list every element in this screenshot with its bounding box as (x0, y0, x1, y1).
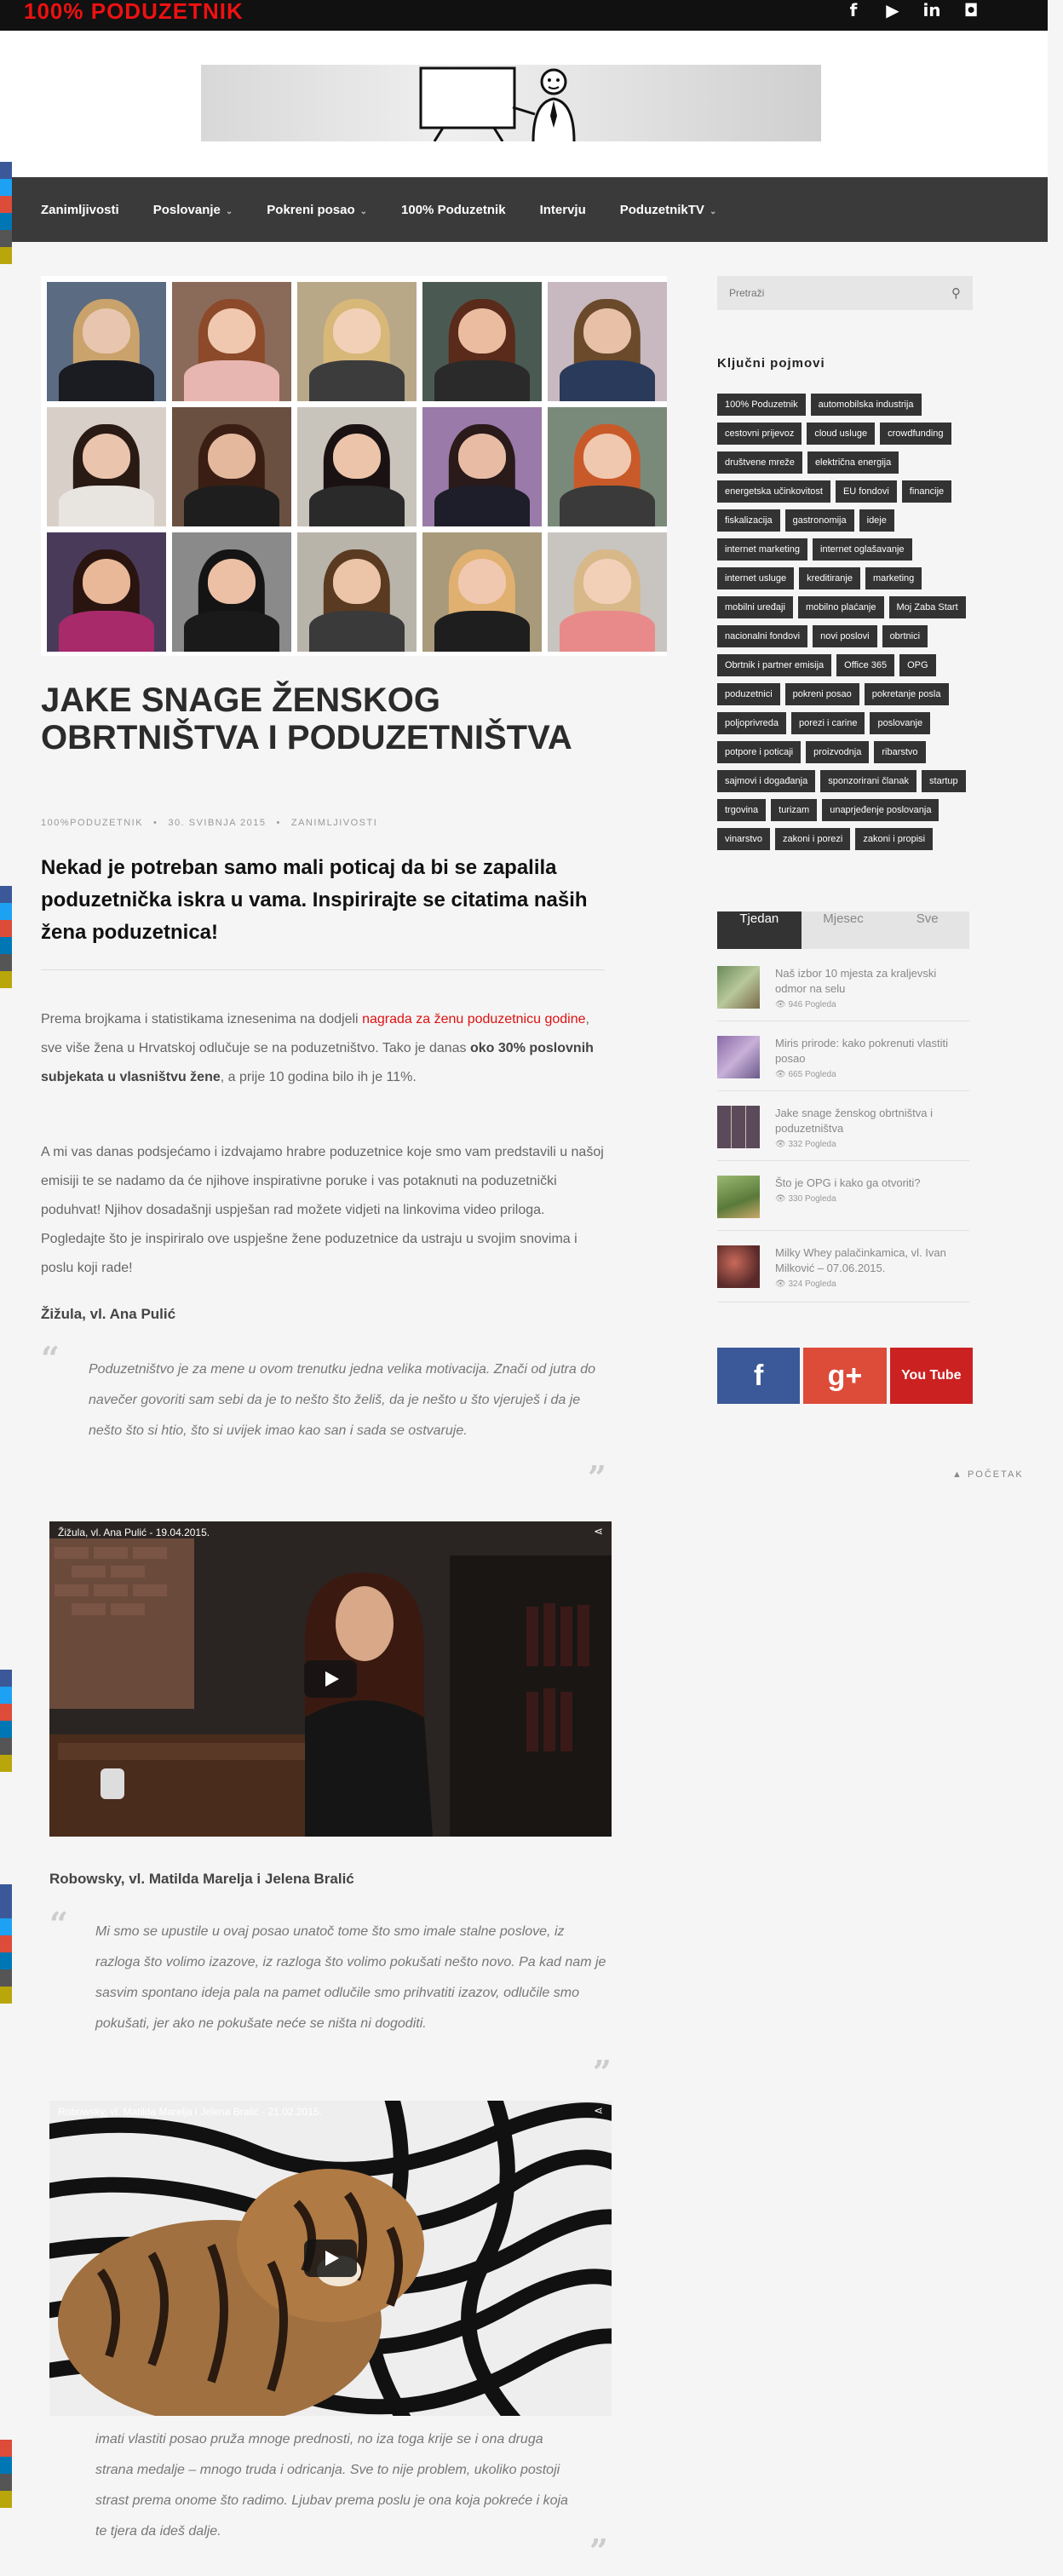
quote-close-icon: ” (589, 2532, 608, 2570)
share-strip-mid[interactable] (0, 886, 12, 988)
popular-post[interactable] (717, 1176, 973, 1227)
arrow-up-icon: ▲ (952, 1469, 968, 1480)
portrait-photo (548, 532, 667, 652)
tag-link[interactable]: sponzorirani članak (820, 770, 916, 792)
tag-link[interactable]: financije (902, 480, 951, 503)
tag-link[interactable]: internet usluge (717, 567, 794, 589)
tag-link[interactable]: mobilni uređaji (717, 596, 793, 618)
social-follow (717, 1348, 973, 1404)
tag-link[interactable]: zakoni i porezi (775, 828, 850, 850)
tag-link[interactable]: cloud usluge (807, 423, 875, 445)
chevron-down-icon: ⌄ (709, 206, 717, 216)
divider (717, 1160, 969, 1161)
portrait-photo (297, 282, 417, 401)
tag-link[interactable]: marketing (865, 567, 922, 589)
popular-post[interactable] (717, 966, 973, 1017)
tags-heading: Ključni pojmovi (717, 356, 825, 371)
post-title[interactable]: Jake snage ženskog obrtništva i poduzetništva (775, 1107, 933, 1135)
tag-link[interactable]: mobilno plaćanje (798, 596, 884, 618)
post-views: 👁 330 Pogleda (775, 1194, 836, 1204)
search-icon[interactable]: ⚲ (951, 285, 961, 301)
blockquote: Poduzetništvo je za mene u ovom trenutku jedna velika motivacija. Znači od jutra do navečer govoriti sam sebi da je to nešto što želiš, da je nešto u što vjeruješ i da je nešto što si htio, što si uvijek imao kao san i sada se ostvaruje. (89, 1362, 595, 1438)
tag-link[interactable]: poslovanje (870, 712, 930, 734)
portrait-photo (422, 282, 542, 401)
tag-link[interactable]: porezi i carine (791, 712, 865, 734)
tag-link[interactable]: zakoni i propisi (855, 828, 933, 850)
article-author[interactable]: 100%PODUZETNIK (41, 818, 144, 828)
tag-link[interactable]: potpore i poticaji (717, 741, 801, 763)
eye-icon: 👁 (775, 1070, 789, 1079)
post-views: 👁 324 Pogleda (775, 1279, 836, 1289)
tag-link[interactable]: društvene mreže (717, 451, 802, 474)
nav-item-intervju[interactable]: Intervju (539, 202, 586, 217)
tag-link[interactable]: pokreni posao (785, 683, 859, 705)
site-brand[interactable]: 100% PODUZETNIK (24, 0, 244, 24)
google-plus-icon[interactable]: g+ (803, 1348, 886, 1404)
quote-open-icon: “ (41, 1339, 60, 1377)
video-player[interactable] (49, 2101, 612, 2416)
article-date: 30. SVIBNJA 2015 (168, 818, 267, 828)
tag-link[interactable]: poduzetnici (717, 683, 780, 705)
post-title[interactable]: Milky Whey palačinkamica, vl. Ivan Milković – 07.06.2015. (775, 1246, 946, 1274)
portrait-photo (47, 282, 166, 401)
top-bar (0, 0, 1048, 31)
chevron-down-icon: ⌄ (359, 206, 368, 216)
tag-link[interactable]: nacionalni fondovi (717, 625, 807, 647)
video-player[interactable] (49, 1521, 612, 1837)
tab-tjedan[interactable]: Tjedan (717, 911, 802, 949)
post-title[interactable]: Miris prirode: kako pokrenuti vlastiti posao (775, 1037, 949, 1065)
linkedin-icon[interactable]: in (922, 0, 941, 20)
video-title[interactable]: Robowsky, vl. Matilda Marelja i Jelena Bralić - 21.02.2015. (58, 2106, 322, 2118)
search-box (717, 276, 973, 310)
back-to-top[interactable]: ▲ POČETAK (952, 1469, 1024, 1480)
blockquote: Mi smo se upustile u ovaj posao unatoč tome što smo imale stalne poslove, iz razloga što volimo izazove, iz razloga što volimo pokušati nešto novo. Pa kad nam je sasvim spontano ideja pala na pamet odlučile smo prihvatiti izazov, odlučile smo pokušati, jer ako ne pokušate neće se ništa ni dogoditi. (95, 1924, 606, 2031)
tag-link[interactable]: turizam (771, 799, 817, 821)
tag-link[interactable]: novi poslovi (813, 625, 876, 647)
tag-link[interactable]: ribarstvo (874, 741, 925, 763)
youtube-icon[interactable]: You Tube (890, 1348, 973, 1404)
portrait-photo (297, 407, 417, 526)
tag-link[interactable]: startup (922, 770, 966, 792)
share-strip-video1[interactable] (0, 1670, 12, 1772)
tag-link[interactable]: internet oglašavanje (813, 538, 911, 561)
divider (41, 969, 605, 970)
popular-post[interactable] (717, 1036, 973, 1087)
post-thumbnail[interactable] (717, 1036, 760, 1078)
post-thumbnail[interactable] (717, 1106, 760, 1148)
quote-close-icon: ” (588, 1458, 606, 1497)
article-title: JAKE SNAGE ŽENSKOG OBRTNIŠTVA I PODUZETNIŠTVA (41, 681, 572, 756)
share-strip-top[interactable] (0, 162, 12, 264)
tag-link[interactable]: sajmovi i događanja (717, 770, 815, 792)
nav-item-poduzetniktv[interactable]: PoduzetnikTV ⌄ (619, 202, 717, 217)
eye-icon: 👁 (775, 1194, 789, 1204)
tag-link[interactable]: internet marketing (717, 538, 807, 561)
article-meta: 100%PODUZETNIK • 30. SVIBNJA 2015 • ZANIMLJIVOSTI (41, 818, 378, 828)
tag-link[interactable]: gastronomija (785, 509, 854, 532)
portrait-photo (172, 532, 291, 652)
eye-icon: 👁 (775, 1279, 789, 1289)
post-thumbnail[interactable] (717, 1176, 760, 1218)
post-views: 👁 665 Pogleda (775, 1070, 836, 1079)
play-icon[interactable] (304, 1660, 357, 1698)
top-social-links (843, 0, 981, 20)
article-lead: Nekad je potreban samo mali poticaj da bi se zapalila poduzetnička iskra u vama. Inspirirajte se citatima naših žena poduzetnica! (41, 856, 588, 944)
portrait-photo (297, 532, 417, 652)
nav-item-poslovanje[interactable]: Poslovanje ⌄ (152, 202, 233, 217)
article-paragraph: A mi vas danas podsjećamo i izdvajamo hrabre poduzetnice koje smo vam predstavili u našoj emisiji te se nadamo da će njihove inspirativne poruke i vas potaknuti na poduzetnički poduhvat! Njihov dosadašnji uspješan rad možete vidjeti na linkovima video priloga. Pogledajte što je inspiriralo ove uspješne žene poduzetnice da ustraju u svojim snovima i poslu koji rade! (41, 1145, 604, 1275)
portrait-photo (47, 407, 166, 526)
chevron-down-icon: ⌄ (225, 206, 233, 216)
nav-item-100-poduzetnik[interactable]: 100% Poduzetnik (401, 202, 506, 217)
award-link[interactable]: nagrada za ženu poduzetnicu godine (362, 1012, 586, 1026)
youtube-icon[interactable]: ▶ (886, 0, 899, 20)
post-thumbnail[interactable] (717, 966, 760, 1009)
post-views: 👁 946 Pogleda (775, 1000, 836, 1009)
article-paragraph: Prema brojkama i statistikama iznesenima na dodjeli nagrada za ženu poduzetnicu godine, sve više žena u Hrvatskoj odlučuje se na poduzetništvo. Tako je danas oko 30% poslovnih subjekata u vlasništvu žene, a prije 10 godina bilo ih je 11%. (41, 1012, 594, 1084)
search-input[interactable] (717, 276, 939, 310)
post-title[interactable]: Što je OPG i kako ga otvoriti? (775, 1176, 921, 1189)
nav-item-zanimljivosti[interactable]: Zanimljivosti (41, 202, 119, 217)
section-heading: Žižula, vl. Ana Pulić (41, 1306, 176, 1322)
portrait-photo (548, 407, 667, 526)
tag-link[interactable]: obrtnici (882, 625, 928, 647)
eye-icon: 👁 (775, 1000, 789, 1009)
facebook-icon[interactable]: f (849, 0, 858, 20)
divider (717, 1230, 969, 1231)
share-icon[interactable]: ⋖ (594, 1526, 603, 1538)
blockquote: imati vlastiti posao pruža mnoge prednosti, no iza toga krije se i ona druga strana medalje – mnogo truda i odricanja. Sve to nije problem, ukoliko postoji strast prema onome što radimo. Ljubav prema poslu je ona koja pokreće i koja te tjera da ideš dalje. (95, 2432, 568, 2539)
play-icon[interactable] (304, 2240, 357, 2277)
tag-link[interactable]: Obrtnik i partner emisija (717, 654, 831, 676)
video-title[interactable]: Žižula, vl. Ana Pulić - 19.04.2015. (58, 1527, 210, 1538)
tag-link[interactable]: kreditiranje (799, 567, 860, 589)
tag-link[interactable]: električna energija (807, 451, 899, 474)
tag-link[interactable]: trgovina (717, 799, 766, 821)
tag-cloud (717, 394, 981, 854)
tag-link[interactable]: proizvodnja (806, 741, 869, 763)
quote-close-icon: ” (593, 2053, 612, 2091)
tag-link[interactable]: vinarstvo (717, 828, 770, 850)
share-icon[interactable]: ⋖ (594, 2105, 603, 2118)
post-thumbnail[interactable] (717, 1245, 760, 1288)
featured-photo-collage (41, 276, 667, 656)
share-strip-bottom[interactable] (0, 2440, 12, 2508)
popular-post[interactable] (717, 1106, 973, 1157)
divider (717, 1090, 969, 1091)
tag-link[interactable]: pokretanje posla (865, 683, 949, 705)
tag-link[interactable]: ideje (859, 509, 894, 532)
tag-link[interactable]: crowdfunding (880, 423, 951, 445)
tag-link[interactable]: Office 365 (836, 654, 894, 676)
tag-link[interactable]: fiskalizacija (717, 509, 780, 532)
portrait-photo (422, 407, 542, 526)
tag-link[interactable]: cestovni prijevoz (717, 423, 802, 445)
quote-open-icon: “ (49, 1905, 68, 1943)
article-category[interactable]: ZANIMLJIVOSTI (290, 818, 378, 828)
portrait-photo (548, 282, 667, 401)
post-title[interactable]: Naš izbor 10 mjesta za kraljevski odmor na selu (775, 967, 937, 995)
share-strip-video2[interactable] (0, 1884, 12, 2004)
tag-link[interactable]: Moj Zaba Start (889, 596, 966, 618)
main-nav (0, 177, 1048, 242)
popular-tabs (717, 911, 969, 949)
tag-link[interactable]: unaprjeđenje poslovanja (822, 799, 939, 821)
tab-mjesec[interactable]: Mjesec (802, 911, 886, 949)
tag-link[interactable]: automobilska industrija (811, 394, 922, 416)
header-banner[interactable] (201, 65, 821, 141)
post-views: 👁 332 Pogleda (775, 1140, 836, 1149)
tag-link[interactable]: 100% Poduzetnik (717, 394, 806, 416)
tag-link[interactable]: poljoprivreda (717, 712, 786, 734)
tag-link[interactable]: OPG (899, 654, 935, 676)
instagram-icon[interactable]: ◘ (963, 0, 979, 20)
nav-item-pokreni-posao[interactable]: Pokreni posao ⌄ (267, 202, 368, 217)
portrait-photo (172, 407, 291, 526)
tab-sve[interactable]: Sve (885, 911, 969, 949)
popular-post[interactable] (717, 1245, 973, 1297)
portrait-photo (172, 282, 291, 401)
portrait-photo (422, 532, 542, 652)
portrait-photo (47, 532, 166, 652)
presenter-illustration-icon (417, 65, 605, 141)
eye-icon: 👁 (775, 1140, 789, 1149)
tag-link[interactable]: EU fondovi (836, 480, 897, 503)
section-heading: Robowsky, vl. Matilda Marelja i Jelena Bralić (49, 1871, 354, 1887)
tag-link[interactable]: energetska učinkovitost (717, 480, 830, 503)
facebook-icon[interactable]: f (717, 1348, 800, 1404)
